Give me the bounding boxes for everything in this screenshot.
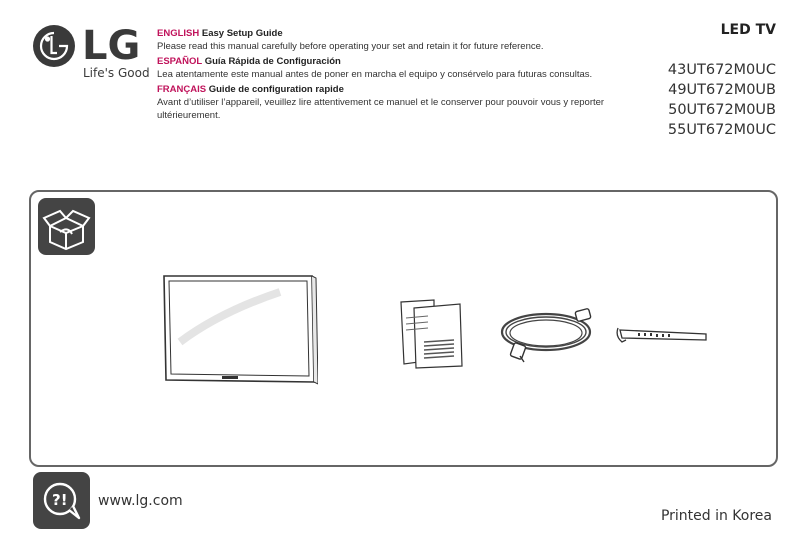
model-number: 50UT672M0UB [668,102,776,118]
model-number: 49UT672M0UB [668,82,776,98]
question-bubble-icon [33,472,90,529]
printed-in-label: Printed in Korea [660,508,772,524]
language-block-french [157,83,627,122]
lg-tagline: Life's Good [83,66,150,80]
tv-icon [160,272,318,386]
language-name: ESPAÑOL [157,56,203,67]
guide-intro-text: Please read this manual carefully before operating your set and retain it for future reference. [157,41,544,52]
doc-type-label: LED TV [720,22,776,38]
manual-icon [396,298,466,370]
guide-title: Guía Rápida de Configuración [204,56,341,67]
cable-holder-icon [616,322,710,346]
guide-title: Guide de configuration rapide [208,84,344,95]
language-name: FRANÇAIS [157,84,207,95]
language-block-english [157,27,627,53]
model-list [668,60,776,140]
model-number: 55UT672M0UC [667,122,776,138]
guide-intro-text: Avant d’utiliser l’appareil, veuillez lire attentivement ce manuel et le conserver pour pouvoir vous y reporter ultérieurement. [157,97,605,121]
guide-title: Easy Setup Guide [201,28,283,39]
lg-wordmark: LG [82,23,141,69]
guide-intro-text: Lea atentamente este manual antes de poner en marcha el equipo y consérvelo para futuras consultas. [157,69,593,80]
power-cord-icon [498,306,596,364]
model-number: 43UT672M0UC [667,62,776,78]
language-block-spanish [157,55,627,81]
website-link[interactable]: www.lg.com [98,493,183,509]
box-icon [38,198,95,255]
language-name: ENGLISH [157,28,200,39]
lg-logo-icon [32,24,76,68]
svg-text:?!: ?! [52,491,68,509]
